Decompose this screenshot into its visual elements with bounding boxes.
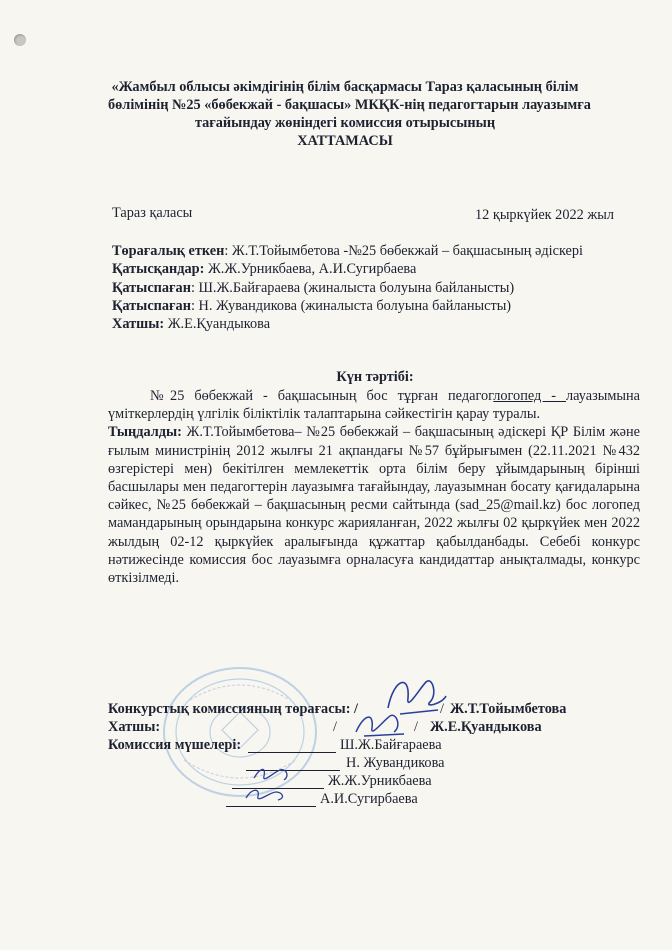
attendee-label: Қатыспаған [112,279,191,296]
member-name: Ж.Ж.Урникбаева [328,773,432,789]
heard-text: Ж.Т.Тойымбетова– №25 бөбекжай – бақшасының әдіскері ҚР Білім және ғылым министрінің 2012 жылғы 21 ақпандағы №57 бұйрығымен (22.11.2021 №432 өзгерістері мен) бекітілген мемлекеттік орта білім беру ұйымдарының бірінші басшылары мен педагогтерін лауазымға тағайындау, лауазымнан босату қағидаларына сәйкес, №25 бөбекжай – бақшасының ресми сайтында (sad_25@mail.kz) бос логопед мамандарының орындарына конкурс жарияланған, 2022 жылғы 02 қыркүйек мен 2022 жылдың 02-12 қыркүйек аралығында құжаттар қабылданбады. Себебі конкурс нәтижесінде комиссия бос лауазымға орналасуға кандидаттар анықталмады, конкурс өткізілмеді. [108,424,640,587]
slash-mark: / [333,719,337,735]
secretary-signature [350,706,410,742]
attendee-label: Төрағалық еткен [112,243,225,259]
members-label: Комиссия мүшелері: [108,737,242,753]
attendee-label: Хатшы: [112,316,165,333]
attendee-row [112,279,583,297]
secretary-name: Ж.Е.Қуандыкова [430,719,542,735]
slash-mark: / [440,701,444,717]
attendee-text: : Ж.Т.Тойымбетова -№25 бөбекжай – бақшасының әдіскері [224,243,584,259]
attendee-row [112,242,583,260]
agenda-text-underlined: логопед - [493,388,567,404]
secretary-row [108,718,542,736]
attendee-label: Қатысқандар: [112,261,205,278]
member-name: А.И.Сугирбаева [320,791,418,807]
attendee-text: Ж.Ж.Урникбаева, А.И.Сугирбаева [204,261,417,278]
member-row [108,772,432,790]
member-signature [250,762,294,786]
heard-label: Тыңдалды: [108,424,182,441]
member-row [108,754,445,772]
agenda-heading: Күн тәртібі: [336,369,414,385]
agenda-text-1: №25 бөбекжай - бақшасының бос тұрған педагог [150,388,494,404]
agenda-text-2: лауазымына үміткерлердің үлгілік біліктілік талаптарына сәйкестігін қарау туралы. [108,388,640,423]
slash-mark: / [414,719,418,735]
member-signature [242,784,290,806]
date: 12 қыркүйек 2022 жыл [475,207,614,223]
attendee-row [112,260,583,278]
secretary-label: Хатшы: [108,719,161,735]
attendee-row [112,297,583,315]
heard-paragraph [108,423,640,587]
chair-row [108,700,567,718]
punch-hole [14,34,26,46]
member-row [108,736,442,754]
attendee-label: Қатыспаған [112,297,191,314]
attendee-text: Ж.Е.Қуандыкова [164,316,271,333]
chair-name: Ж.Т.Тойымбетова [450,701,567,717]
signature-line [248,738,336,753]
member-row [108,790,418,808]
attendee-row [112,315,583,333]
member-name: Ш.Ж.Байғараева [340,737,442,753]
signatures-block [108,700,567,808]
attendee-text: : Н. Жувандикова (жиналыста болуына байланысты) [190,297,512,314]
attendee-text: : Ш.Ж.Байғараева (жиналыста болуына байланысты) [190,279,515,296]
title-line-1: «Жамбыл облысы әкімдігінің білім басқармасы Тараз қаласының білім [111,79,579,95]
title-line-4: ХАТТАМАСЫ [297,133,393,149]
attendees-block [112,242,583,333]
member-name: Н. Жувандикова [346,755,445,771]
title-line-2: бөлімінің №25 «бөбекжай - бақшасы» МКҚК-нің педагогтарын лауазымға [108,97,591,113]
document-title [108,78,591,150]
document-body [108,387,640,587]
chair-label: Конкурстық комиссияның төрағасы: / [108,701,359,717]
place: Тараз қаласы [112,205,193,221]
title-line-3: тағайындау жөніндегі комиссия отырысының [194,115,496,131]
agenda-paragraph [108,387,640,423]
